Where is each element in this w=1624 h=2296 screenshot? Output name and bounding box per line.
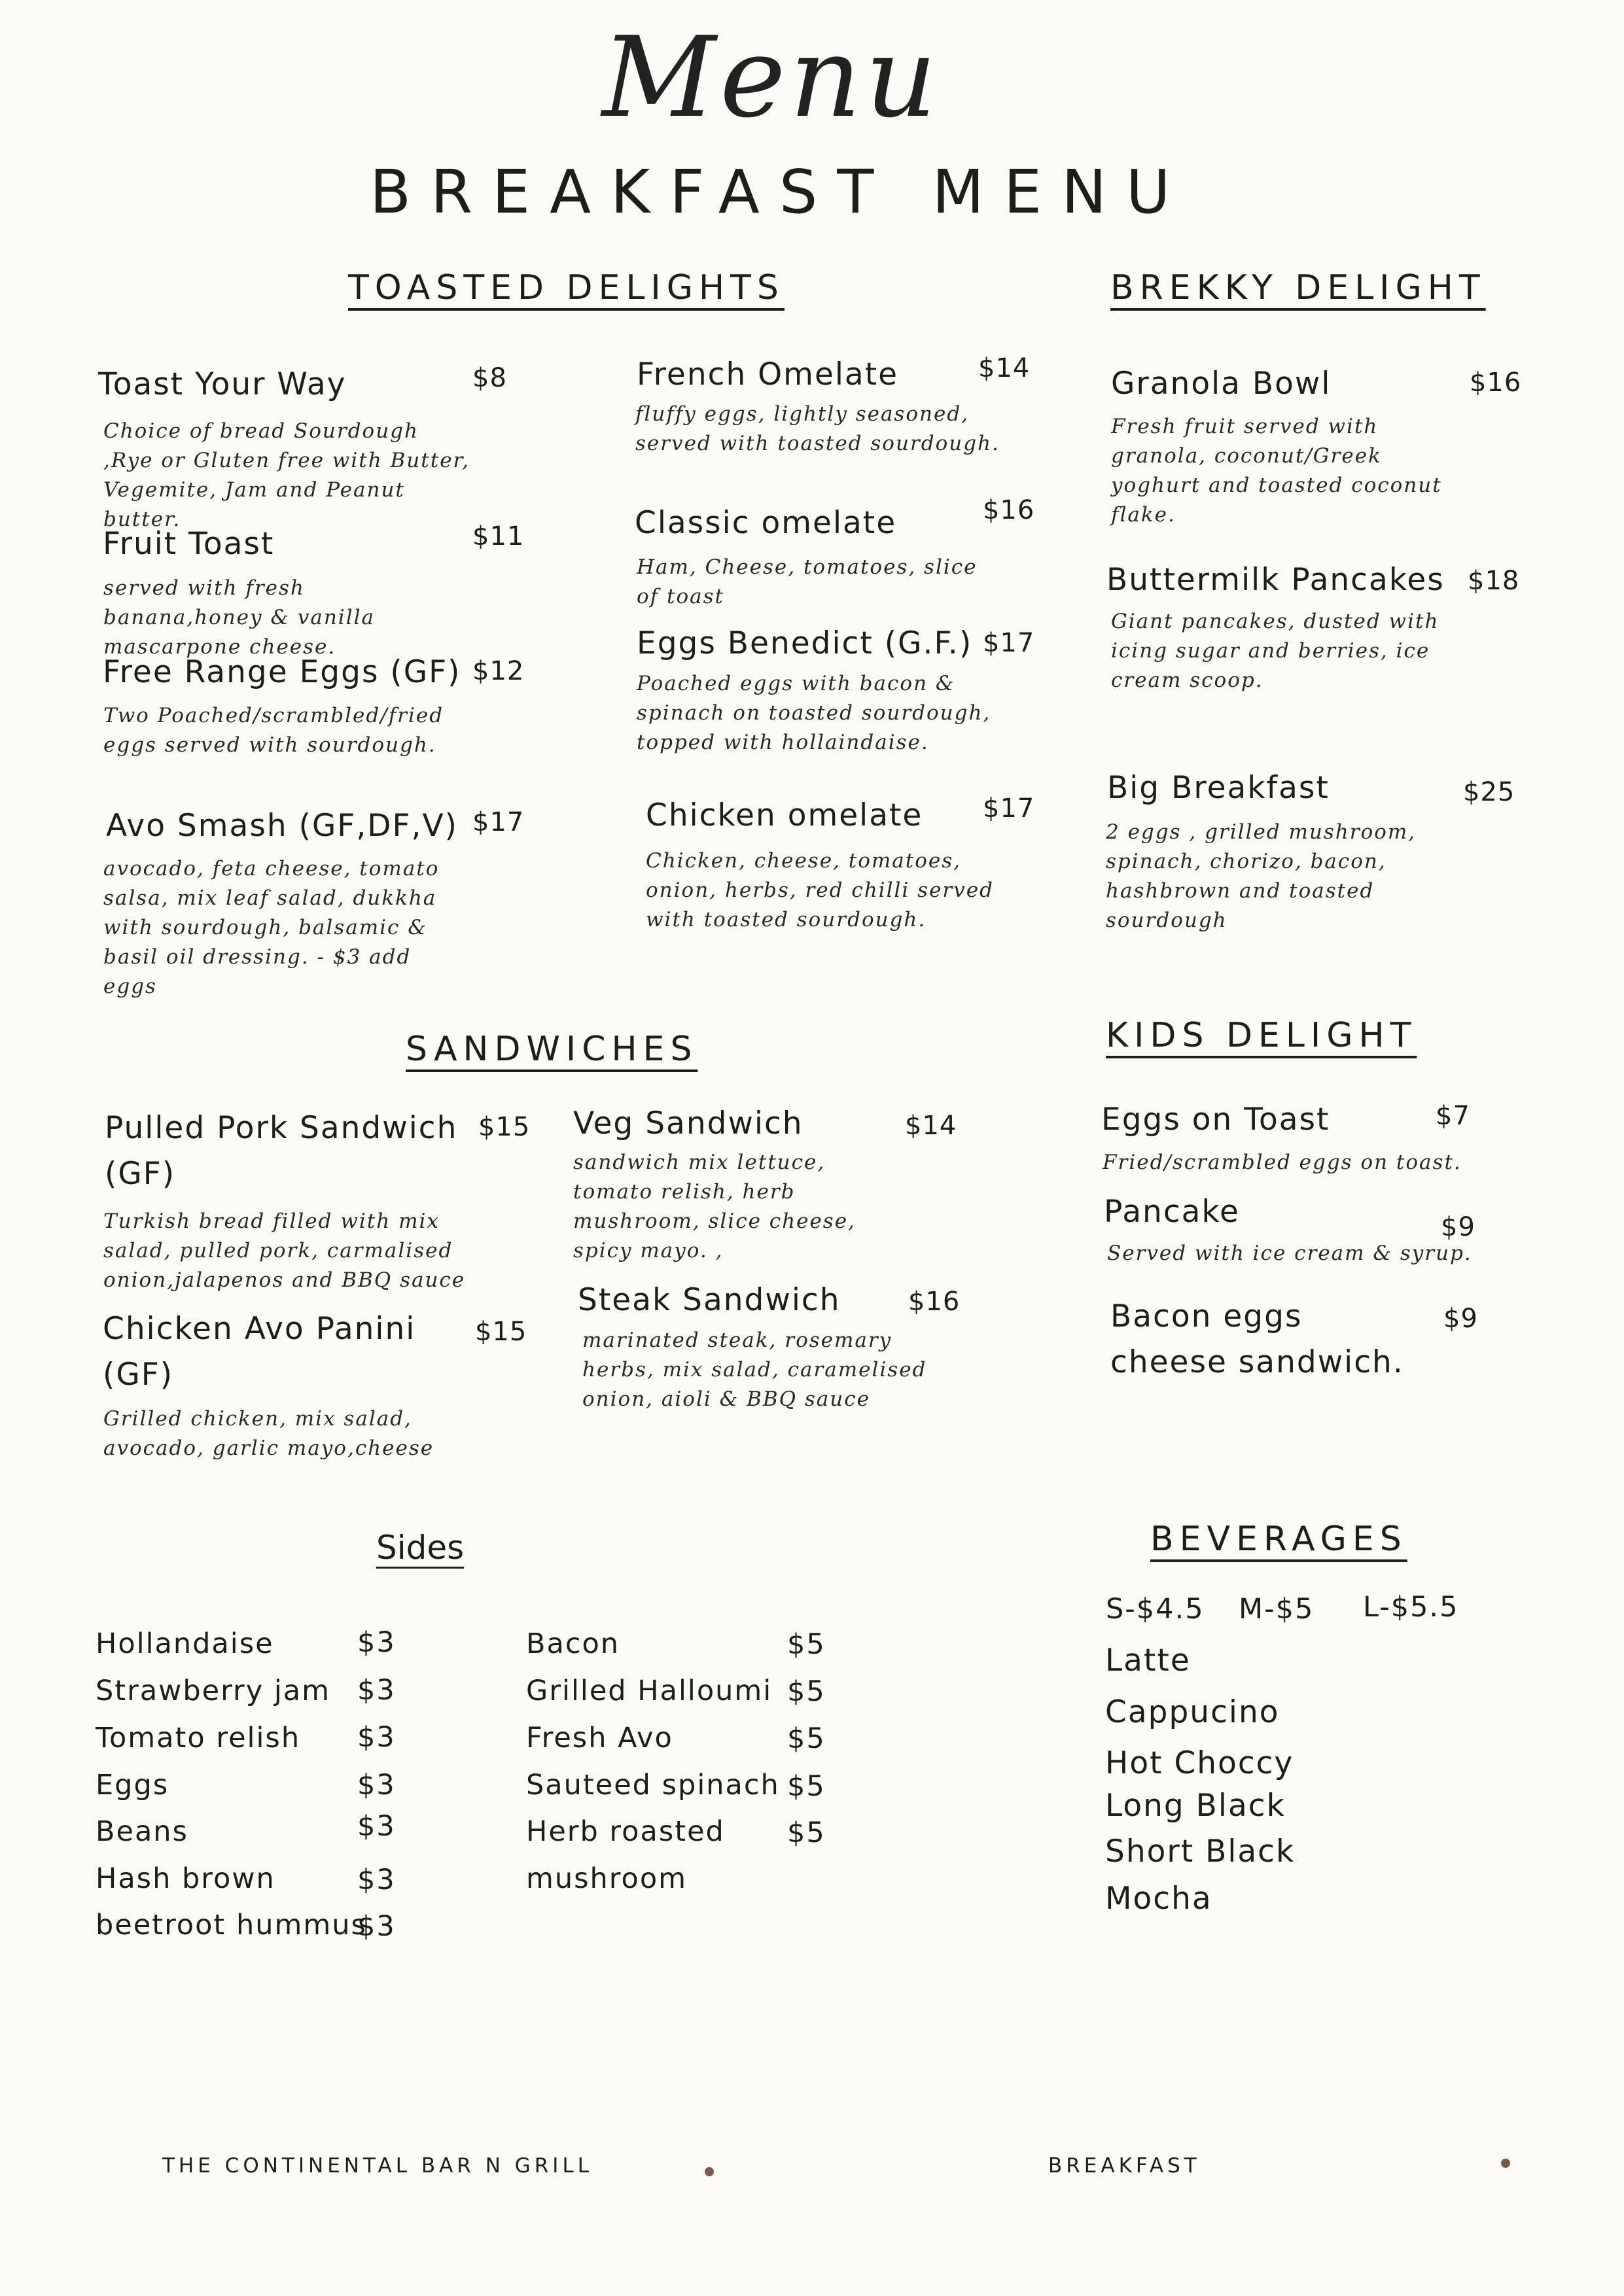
side-name: Fresh Avo <box>526 1722 673 1754</box>
side-price: $5 <box>787 1770 826 1803</box>
item-price: $8 <box>472 363 507 393</box>
item-name: Buttermilk Pancakes <box>1106 562 1445 598</box>
side-name: Sauteed spinach <box>526 1769 780 1801</box>
beverage-item: Hot Choccy <box>1105 1745 1294 1781</box>
beverage-item: Latte <box>1105 1643 1191 1679</box>
beverage-item: Mocha <box>1105 1881 1212 1917</box>
section-heading-brekky: BREKKY DELIGHT <box>1110 268 1486 307</box>
item-name: Eggs on Toast <box>1101 1102 1330 1138</box>
item-price: $17 <box>472 807 525 837</box>
side-name: Hash brown <box>96 1862 275 1895</box>
side-price: $5 <box>787 1675 826 1708</box>
item-name: Pancake <box>1104 1194 1240 1230</box>
item-name: Big Breakfast <box>1107 770 1330 806</box>
section-heading-toasted: TOASTED DELIGHTS <box>348 268 785 307</box>
item-name: Chicken omelate <box>646 797 923 833</box>
item-name: Veg Sandwich <box>573 1105 803 1141</box>
size-price-small: S-$4.5 <box>1106 1593 1205 1626</box>
item-name: Pulled Pork Sandwich (GF) <box>105 1110 458 1192</box>
side-price: $5 <box>787 1817 826 1849</box>
item-description: Chicken, cheese, tomatoes, onion, herbs, red chilli served with toasted sourdough. <box>646 849 994 931</box>
item-description: Choice of bread Sourdough ,Rye or Gluten free with Butter, Vegemite, Jam and Peanut butter. <box>103 419 470 531</box>
section-heading-sides: Sides <box>376 1529 465 1567</box>
section-heading-sandwiches: SANDWICHES <box>406 1030 698 1069</box>
item-name: Eggs Benedict (G.F.) <box>637 625 973 661</box>
item-name: Chicken Avo Panini (GF) <box>103 1311 416 1393</box>
item-description: served with fresh banana,honey & vanilla mascarpone cheese. <box>103 576 376 659</box>
side-name: mushroom <box>526 1862 688 1895</box>
size-price-medium: M-$5 <box>1239 1593 1315 1626</box>
item-name: Fruit Toast <box>103 526 275 562</box>
item-price: $25 <box>1463 777 1515 807</box>
item-name: Bacon eggs cheese sandwich. <box>1110 1298 1404 1380</box>
side-name: Bacon <box>526 1627 620 1660</box>
side-name: Herb roasted <box>526 1815 725 1848</box>
item-description: Poached eggs with bacon & spinach on toasted sourdough, topped with hollaindaise. <box>637 672 991 754</box>
item-description: Two Poached/scrambled/fried eggs served with sourdough. <box>103 704 444 757</box>
item-price: $16 <box>908 1287 961 1317</box>
side-name: Beans <box>96 1815 188 1848</box>
item-description: 2 eggs , grilled mushroom, spinach, chorizo, bacon, hashbrown and toasted sourdough <box>1106 820 1417 932</box>
item-price: $7 <box>1436 1101 1470 1131</box>
side-price: $3 <box>357 1910 396 1943</box>
item-name: Avo Smash (GF,DF,V) <box>106 808 458 844</box>
beverage-item: Long Black <box>1105 1788 1286 1824</box>
item-description: sandwich mix lettuce, tomato relish, herb mushroom, slice cheese, spicy mayo. , <box>573 1151 856 1262</box>
item-description: Served with ice cream & syrup. <box>1107 1242 1472 1265</box>
script-title: Menu <box>602 13 941 143</box>
item-description: avocado, feta cheese, tomato salsa, mix leaf salad, dukkha with sourdough, balsamic & basil oil dressing. - $3 add eggs <box>103 857 440 998</box>
side-price: $5 <box>787 1628 826 1661</box>
item-description: Ham, Cheese, tomatoes, slice of toast <box>637 555 978 608</box>
item-name: Toast Your Way <box>98 366 347 402</box>
beverage-item: Cappucino <box>1105 1694 1280 1730</box>
item-price: $16 <box>983 495 1035 525</box>
side-name: Eggs <box>96 1769 169 1801</box>
item-name: Free Range Eggs (GF) <box>103 654 461 690</box>
section-heading-beverages: BEVERAGES <box>1150 1520 1407 1559</box>
item-name: Steak Sandwich <box>578 1282 841 1318</box>
item-description: Turkish bread filled with mix salad, pulled pork, carmalised onion,jalapenos and BBQ sauce <box>103 1209 466 1292</box>
item-price: $14 <box>905 1111 957 1141</box>
item-price: $9 <box>1441 1212 1475 1242</box>
side-price: $3 <box>357 1674 396 1707</box>
side-price: $3 <box>357 1769 396 1801</box>
item-name: Classic omelate <box>635 505 897 541</box>
item-price: $11 <box>472 521 525 551</box>
item-price: $17 <box>983 793 1035 824</box>
item-description: marinated steak, rosemary herbs, mix salad, caramelised onion, aioli & BBQ sauce <box>582 1329 927 1411</box>
item-description: Grilled chicken, mix salad, avocado, garlic mayo,cheese <box>103 1407 434 1460</box>
item-price: $16 <box>1470 368 1522 398</box>
side-name: Strawberry jam <box>96 1675 331 1707</box>
side-price: $3 <box>357 1810 396 1843</box>
size-price-large: L-$5.5 <box>1363 1591 1459 1624</box>
item-price: $14 <box>978 353 1031 383</box>
item-description: Fried/scrambled eggs on toast. <box>1103 1151 1462 1174</box>
item-price: $18 <box>1468 566 1520 596</box>
item-price: $12 <box>472 656 525 686</box>
item-price: $15 <box>475 1317 527 1347</box>
item-name: French Omelate <box>637 357 899 392</box>
item-description: Giant pancakes, dusted with icing sugar and berries, ice cream scoop. <box>1111 610 1439 692</box>
footer-section-name: BREAKFAST <box>1048 2154 1201 2178</box>
item-price: $9 <box>1443 1304 1478 1334</box>
item-description: Fresh fruit served with granola, coconut/Greek yoghurt and toasted coconut flake. <box>1111 415 1442 527</box>
page-title: BREAKFAST MENU <box>370 157 1190 227</box>
item-price: $15 <box>478 1112 531 1142</box>
side-price: $3 <box>357 1721 396 1754</box>
side-name: Grilled Halloumi <box>526 1675 773 1707</box>
divider-dot <box>1501 2159 1510 2168</box>
side-name: Tomato relish <box>96 1722 301 1754</box>
footer-restaurant-name: THE CONTINENTAL BAR N GRILL <box>162 2154 593 2178</box>
item-description: fluffy eggs, lightly seasoned, served with toasted sourdough. <box>635 402 1000 455</box>
side-price: $3 <box>357 1864 396 1896</box>
side-name: beetroot hummus <box>96 1909 367 1941</box>
item-name: Granola Bowl <box>1111 366 1332 402</box>
item-price: $17 <box>983 628 1035 658</box>
side-name: Hollandaise <box>96 1627 274 1660</box>
section-heading-kids: KIDS DELIGHT <box>1106 1016 1417 1055</box>
divider-dot <box>705 2167 714 2176</box>
beverage-item: Short Black <box>1105 1834 1296 1870</box>
side-price: $3 <box>357 1626 396 1659</box>
side-price: $5 <box>787 1722 826 1755</box>
